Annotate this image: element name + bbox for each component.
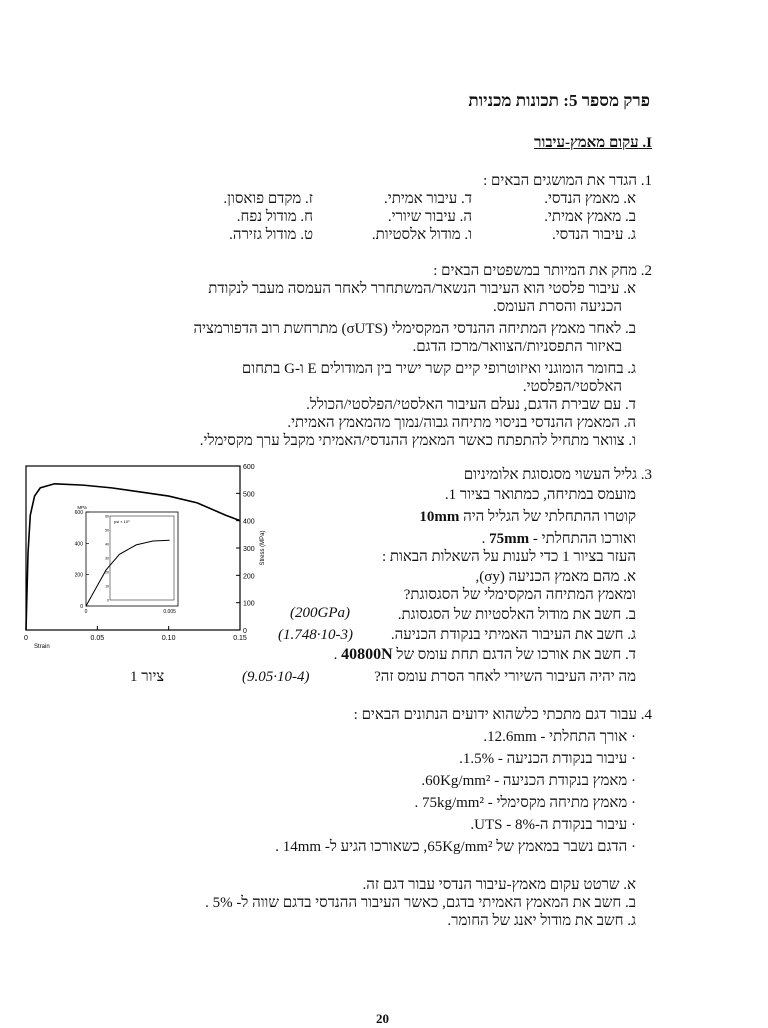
inset-x-tick-label: 0.005: [163, 609, 176, 615]
inset-plot-frame: [86, 512, 178, 606]
q3-c-answer: (1.748·10-3): [278, 627, 353, 643]
q4-data-item: · מאמץ מתיחה מקסימלי - 75kg/mm² .: [414, 795, 636, 811]
q1-col2-item: ד. עיבור אמיתי.: [384, 191, 472, 207]
q3-line2: מועמס במתיחה, כמתואר בציור 1.: [444, 487, 636, 503]
x-tick-label: 0.15: [233, 635, 247, 642]
y-tick-label: 600: [243, 464, 255, 471]
q2-text: 2. מחק את המיותר במשפטים הבאים :: [433, 263, 652, 279]
inset2-y-tick-label: 10: [105, 584, 109, 589]
q3-e-answer: (9.05·10-4): [242, 669, 310, 685]
inset2-y-tick-label: 30: [105, 556, 109, 561]
inset2-y-tick-label: 0: [107, 598, 109, 603]
inset2-y-tick-label: 40: [105, 542, 109, 547]
q3-e: מה יהיה העיבור השיורי לאחר הסרת עומס זה?: [374, 669, 636, 685]
q2-b-post: ) מתרחשת רוב הדפורמציה: [193, 321, 347, 337]
section-title-text: עקום מאמץ-עיבור: [534, 135, 639, 151]
q4-data-item: · עיבור בנקודת הכניעה - 1.5%.: [459, 751, 636, 767]
q2-b-pre: ב. לאחר מאמץ המתיחה ההנדסי המקסימלי (: [382, 321, 636, 337]
x-axis-label: Strain: [34, 644, 50, 650]
x-tick-label: 0.05: [90, 635, 105, 642]
q3-line4-post: .: [481, 531, 490, 547]
q1-text: 1. הגדר את המושגים הבאים :: [483, 173, 652, 189]
q2-a-line2: הכניעה והסרת העומס.: [492, 299, 622, 315]
inset-y-tick-label: 200: [74, 572, 83, 579]
q1-col3-item: ז. מקדם פואסון.: [223, 191, 313, 207]
x-tick-label: 0.10: [161, 635, 176, 642]
q2-b-line1: [193, 320, 636, 338]
y-axis-label: Stress (MPa): [260, 530, 266, 566]
q3-line1: 3. גליל העשוי מסגסוגת אלומיניום: [463, 467, 652, 483]
inset-y-tick-label: 600: [74, 510, 83, 516]
y-tick-label: 400: [243, 518, 255, 526]
load-value: 40800N: [341, 646, 393, 663]
q2-a-line1: א. עיבור פלסטי הוא העיבור הנשאר/המשתחרר לאחר העמסה מעבר לנקודת: [208, 281, 636, 297]
inset-y-axis-label: MPa: [77, 505, 87, 510]
q3-a-line2: ומאמץ המתיחה המקסימלי של הסגסוגת?: [403, 587, 636, 603]
inset-y-tick-label: 0: [80, 604, 83, 610]
q4-data-item: · הדגם נשבר במאמץ של 65Kg/mm², כשאורכו הגיע ל- 14mm .: [275, 839, 636, 855]
page-number: 20: [376, 1011, 389, 1026]
q4-data-item: · מאמץ בנקודת הכניעה - 60Kg/mm².: [421, 773, 636, 789]
inset-y-tick-label: 400: [74, 541, 83, 548]
q3-d-text: ד. חשב את אורכו של הדגם תחת עומס של: [392, 647, 636, 663]
length-value: 75mm: [489, 531, 530, 547]
q3-line4: [482, 530, 636, 548]
q3-a-line1: א. מהם מאמץ הכניעה (σy),: [475, 569, 636, 585]
q1-col2-item: ו. מודול אלסטיות.: [371, 227, 472, 243]
figure-caption: ציור 1: [130, 669, 165, 685]
inset-x-tick-label: 0: [84, 609, 88, 615]
q3-line3: [419, 508, 636, 526]
q2-b-line2: באיזור התפסניות/הצוואר/מרכז הדגם.: [412, 339, 622, 355]
q2-f: ו. צוואר מתחיל להתפתח כאשר המאמץ ההנדסי/האמיתי מקבל ערך מקסימלי.: [199, 433, 636, 449]
inset2-y-tick-label: 60: [105, 514, 109, 519]
section-number: I.: [642, 135, 652, 151]
q1-col3-item: ט. מודול גזירה.: [229, 227, 313, 243]
q1-col1-item: ג. עיבור הנדסי.: [552, 227, 636, 243]
q2-c-line1: ג. בחומר הומוגני ואיזוטרופי קיים קשר ישיר בין המודולים E ו-G בתחום: [241, 361, 636, 377]
q2-c-line2: האלסטי/הפלסטי.: [522, 379, 622, 395]
stress-strain-figure: [22, 462, 270, 650]
q1-col2-item: ה. עיבור שיורי.: [387, 209, 472, 225]
q4-c: ג. חשב את מודול יאנג של החומר.: [447, 913, 636, 929]
section-title: [534, 134, 652, 152]
q3-d: [334, 646, 636, 664]
y-tick-label: 500: [243, 491, 255, 499]
inset2-y-axis-label: psi × 10³: [114, 519, 130, 524]
q2-d: ד. עם שבירת הדגם, נעלם העיבור האלסטי/הפלסטי/הכולל.: [306, 397, 636, 413]
q4-data-item: · עיבור בנקודת ה-UTS - 8%.: [470, 817, 636, 833]
q4-a: א. שרטט עקום מאמץ-עיבור הנדסי עבור דגם זה.: [362, 877, 636, 893]
q3-c: ג. חשב את העיבור האמיתי בנקודת הכניעה.: [390, 627, 636, 643]
chapter-title: פרק מספר 5: תכונות מכניות: [468, 91, 650, 110]
q4-intro: 4. עבור דגם מתכתי כלשהוא ידועים הנתונים הבאים :: [353, 707, 652, 723]
q1-col3-item: ח. מודול נפח.: [236, 209, 313, 225]
inset2-y-tick-label: 50: [105, 528, 109, 533]
y-tick-label: 100: [243, 600, 255, 608]
y-tick-label: 0: [243, 628, 247, 635]
q3-d-post: .: [333, 647, 342, 663]
y-tick-label: 300: [243, 546, 255, 553]
q3-b-answer: (200GPa): [290, 605, 350, 621]
q3-b: ב. חשב את מודול האלסטיות של הסגסוגת.: [397, 607, 636, 623]
q1-col1-item: א. מאמץ הנדסי.: [544, 191, 636, 207]
q4-b: ב. חשב את המאמץ האמיתי בדגם, כאשר העיבור ההנדסי בדגם שווה ל- 5% .: [205, 895, 636, 911]
q2-e: ה. המאמץ ההנדסי בניסוי מתיחה גבוה/נמוך מהמאמץ האמיתי.: [287, 415, 636, 431]
q3-line4-text: ואורכו ההתחלתי -: [529, 531, 636, 547]
y-tick-label: 200: [243, 573, 255, 581]
diameter-value: 10mm: [419, 509, 460, 525]
q1-col1-item: ב. מאמץ אמיתי.: [544, 209, 636, 225]
q4-data-item: · אורך התחלתי - 12.6mm.: [483, 729, 636, 745]
x-tick-label: 0: [24, 635, 28, 642]
q3-line3-text: קוטרו ההתחלתי של הגליל היה: [459, 509, 636, 525]
inset2-y-tick-label: 20: [105, 570, 109, 575]
q3-line5: העזר בציור 1 כדי לענות על השאלות הבאות :: [381, 549, 636, 565]
sigma-uts-symbol: σUTS: [346, 321, 383, 337]
